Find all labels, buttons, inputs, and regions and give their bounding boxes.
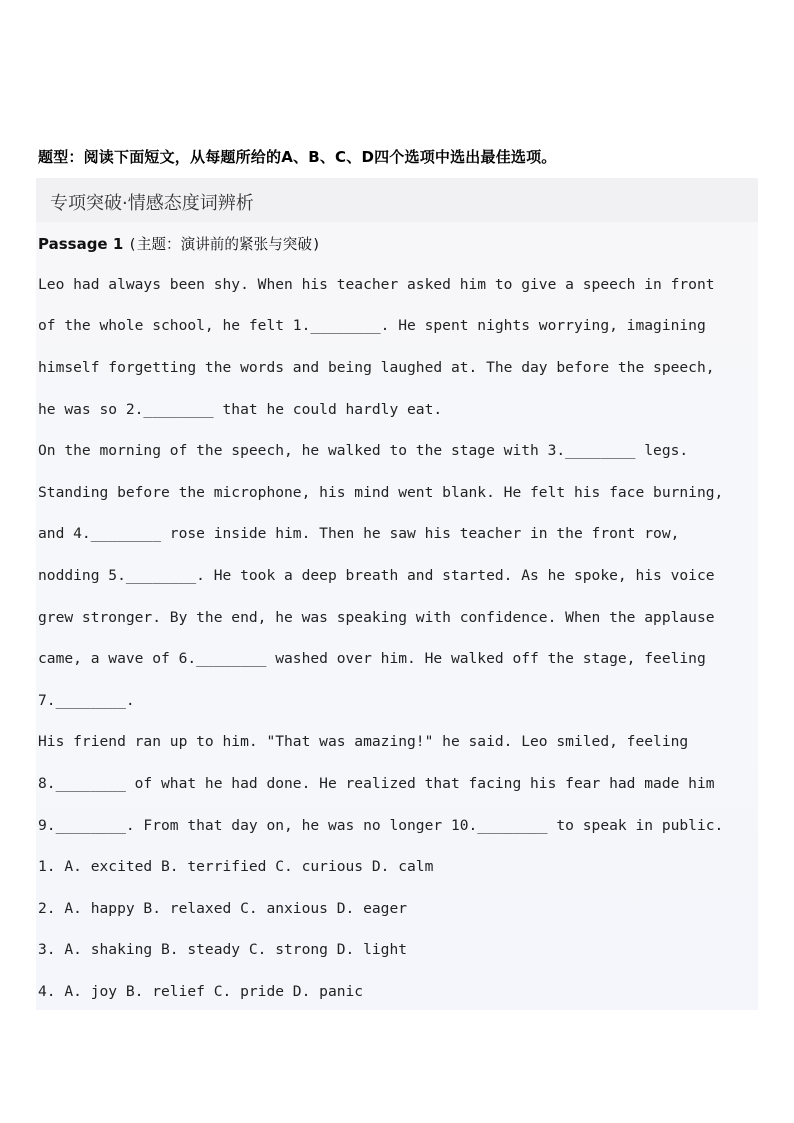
- passage-line: he was so 2.________ that he could hardly eat.: [38, 401, 443, 418]
- question-item: 1. A. excited B. terrified C. curious D. calm: [38, 858, 434, 875]
- passage-line: His friend ran up to him. "That was amazing!" he said. Leo smiled, feeling: [38, 733, 689, 750]
- passage-number: Passage 1: [38, 235, 124, 253]
- passage-line: nodding 5.________. He took a deep breath and started. As he spoke, his voice: [38, 567, 715, 584]
- passage-line: 8.________ of what he had done. He realized that facing his fear had made him: [38, 775, 715, 792]
- passage-topic: (主题：演讲前的紧张与突破): [128, 236, 321, 253]
- question-item: 3. A. shaking B. steady C. strong D. light: [38, 941, 408, 958]
- passage-line: On the morning of the speech, he walked to the stage with 3.________ legs.: [38, 442, 689, 459]
- passage-line: 9.________. From that day on, he was no longer 10.________ to speak in public.: [38, 817, 724, 834]
- question-item: 4. A. joy B. relief C. pride D. panic: [38, 983, 364, 1000]
- passage-line: Standing before the microphone, his mind went blank. He felt his face burning,: [38, 484, 724, 501]
- question-item: 2. A. happy B. relaxed C. anxious D. eager: [38, 900, 408, 917]
- passage-line: 7.________.: [38, 692, 135, 709]
- passage-line: Leo had always been shy. When his teacher asked him to give a speech in front: [38, 276, 715, 293]
- passage-line: grew stronger. By the end, he was speaking with confidence. When the applause: [38, 609, 715, 626]
- passage-title: [38, 233, 321, 254]
- instruction-text: 题型：阅读下面短文，从每题所给的A、B、C、D四个选项中选出最佳选项。: [38, 148, 557, 166]
- passage-line: himself forgetting the words and being laughed at. The day before the speech,: [38, 359, 715, 376]
- section-title: 专项突破·情感态度词辨析: [50, 193, 254, 214]
- exercise-panel: [36, 178, 758, 1010]
- passage-line: came, a wave of 6.________ washed over him. He walked off the stage, feeling: [38, 650, 706, 667]
- passage-line: of the whole school, he felt 1.________. He spent nights worrying, imagining: [38, 317, 706, 334]
- passage-line: and 4.________ rose inside him. Then he saw his teacher in the front row,: [38, 525, 680, 542]
